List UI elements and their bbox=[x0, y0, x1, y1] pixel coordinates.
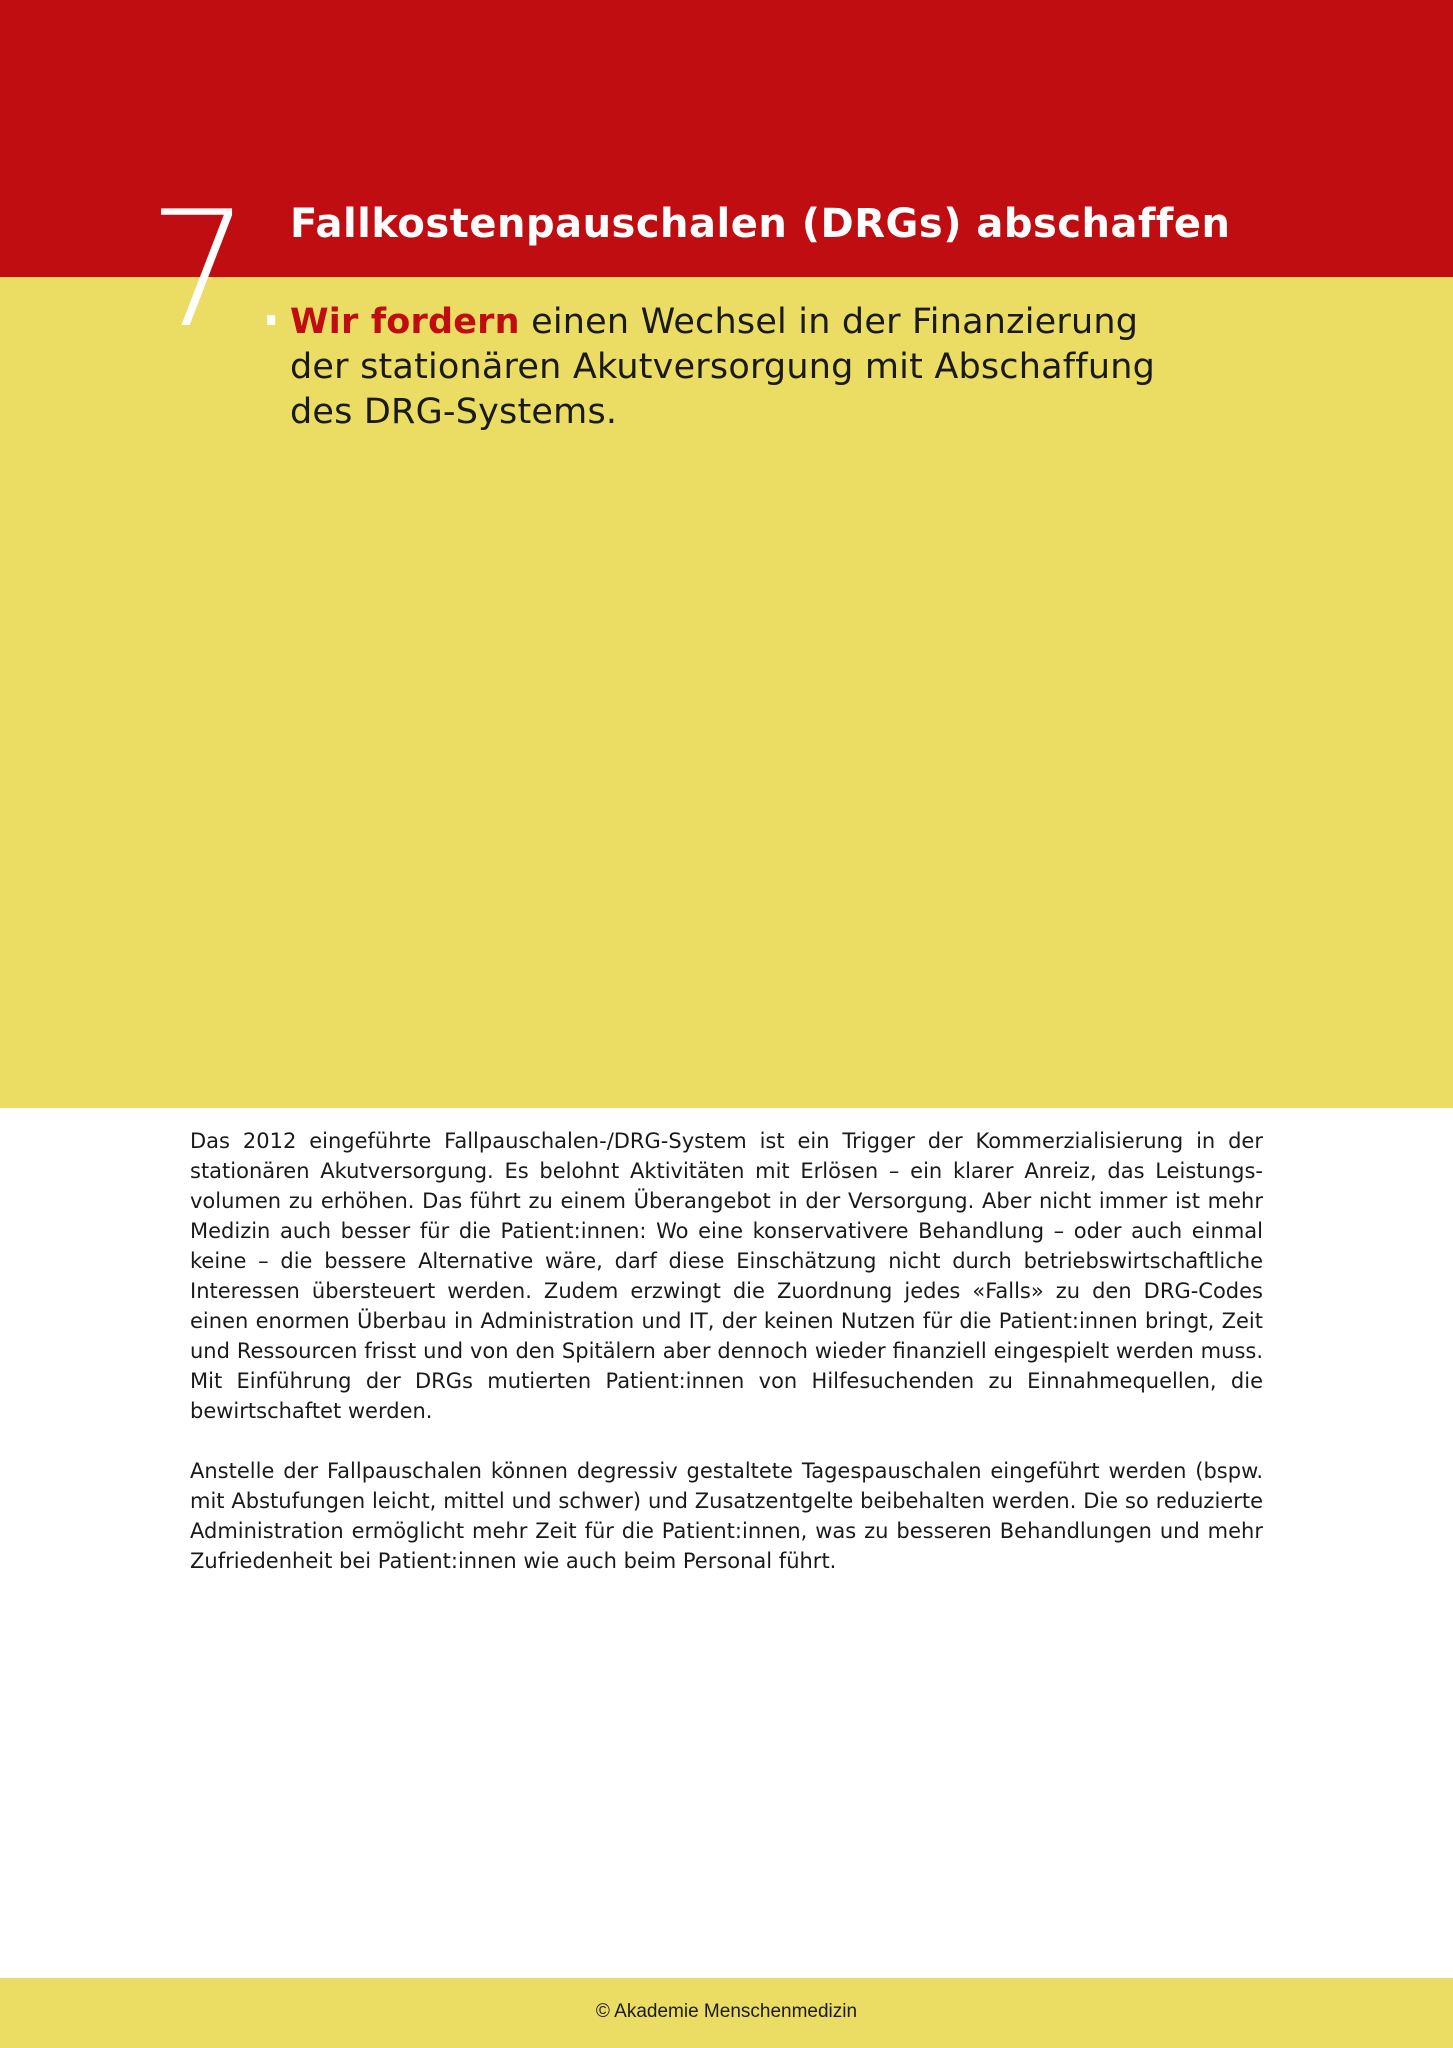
lead-emphasis: Wir fordern bbox=[290, 302, 520, 342]
body-paragraph-2: Anstelle der Fallpauschalen können degressiv gestaltete Tagespauschalen eingeführt werden (bspw. mit Abstufungen leicht, mittel und schwer) und Zusatzentgelte beibehalten werden. Die so reduzierte Administration ermöglicht mehr Zeit für die Patient:innen, was zu besseren Behandlungen und mehr Zufriedenheit bei Patient:innen wie auch beim Personal führt. bbox=[190, 1459, 1263, 1573]
body-paragraph-1: Das 2012 eingeführte Fallpauschalen-/DRG-System ist ein Trigger der Kommerzialisierung in der stationären Akutversorgung. Es belohnt Aktivitäten mit Erlösen – ein klarer Anreiz, das Leistungsvolumen zu erhöhen. Das führt zu einem Überangebot in der Versorgung. Aber nicht immer ist mehr Medizin auch besser für die Patient:innen: Wo eine konservativere Behandlung – oder auch einmal keine – die bessere Alternative wäre, darf diese Einschätzung nicht durch betriebswirtschaftliche Interessen übersteuert werden. Zudem erzwingt die Zuordnung jedes «Falls» zu den DRG-Codes einen enormen Überbau in Administration und IT, der keinen Nutzen für die Patient:innen bringt, Zeit und Ressourcen frisst und von den Spitälern aber dennoch wieder finanziell eingespielt werden muss. Mit Einführung der DRGs mutierten Patient:innen von Hilfesuchenden zu Einnahmequellen, die bewirtschaftet werden. bbox=[190, 1129, 1263, 1423]
section-title: Fallkostenpauschalen (DRGs) abschaffen bbox=[290, 201, 1231, 247]
lead-text: einen Wechsel in der Finanzierung der stationären Akutversorgung mit Abschaffung des DRG-Systems. bbox=[290, 302, 1156, 432]
footer-copyright: © Akademie Menschenmedizin bbox=[595, 2001, 858, 2022]
body-text bbox=[190, 1126, 1263, 1606]
lead-statement bbox=[290, 300, 1190, 435]
section-number: 7. bbox=[148, 176, 293, 363]
